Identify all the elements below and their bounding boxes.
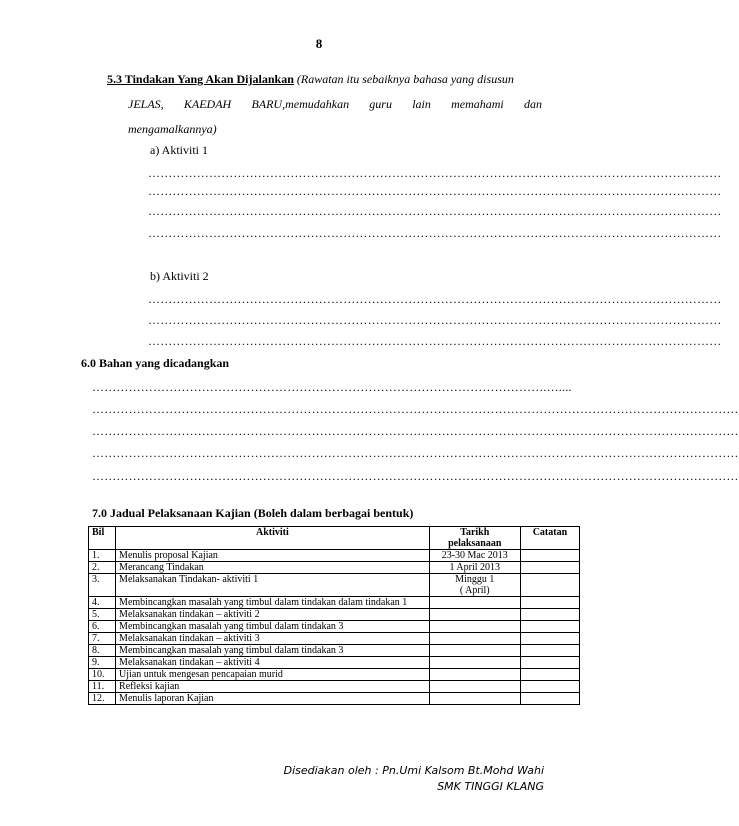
cell-aktiviti: Ujian untuk mengesan pencapaian murid [116,669,430,681]
cell-bil: 9. [89,657,116,669]
cell-catatan [520,609,579,621]
note-word: KAEDAH [183,97,232,111]
section-5-3-note-end: mengamalkannya) [128,122,217,136]
table-row [89,633,580,645]
dotted-line: …………………………………………………………………………………………………………………………………………… [92,469,739,483]
cell-aktiviti: Melaksanakan tindakan – aktiviti 3 [116,633,430,645]
footer-school: SMK TINGGI KLANG [437,780,544,793]
dotted-line: …………………………………………………………………………………………………………………………………………… [92,424,739,438]
note-word: lain [412,97,431,111]
cell-bil: 1. [89,550,116,562]
section-5-3-note: (Rawatan itu sebaiknya bahasa yang disusun [296,72,514,86]
col-header-catatan: Catatan [520,527,579,550]
cell-aktiviti: Merancang Tindakan [116,562,430,574]
cell-tarikh-line2: ( April) [459,585,490,596]
cell-aktiviti: Membincangkan masalah yang timbul dalam tindakan 3 [116,621,430,633]
cell-catatan [520,574,579,597]
cell-catatan [520,633,579,645]
cell-aktiviti: Membincangkan masalah yang timbul dalam tindakan 3 [116,645,430,657]
dotted-line: …………………………………………………………………………………………………………………………… [148,184,722,198]
cell-tarikh [429,621,520,633]
note-word: dan [523,97,542,111]
dotted-line: …………………………………………………………………………………………………………………………… [148,204,722,218]
table-row [89,681,580,693]
activity-b-label: b) Aktiviti 2 [150,269,209,283]
table-row [89,669,580,681]
cell-bil: 4. [89,597,116,609]
cell-tarikh-line1: 23-30 Mac 2013 [441,550,508,561]
cell-bil: 6. [89,621,116,633]
cell-catatan [520,621,579,633]
col-header-bil: Bil [89,527,116,550]
table-row [89,693,580,705]
cell-tarikh [429,633,520,645]
table-row [89,550,580,562]
cell-tarikh-line1: 1 April 2013 [449,562,501,573]
section-5-3-note-line [128,97,542,112]
cell-bil: 8. [89,645,116,657]
cell-tarikh [429,574,520,597]
dotted-line: …………………………………………………………………………………………………………………………………………… [92,446,739,460]
cell-aktiviti: Refleksi kajian [116,681,430,693]
cell-catatan [520,597,579,609]
table-row [89,609,580,621]
cell-aktiviti: Melaksanakan tindakan – aktiviti 4 [116,657,430,669]
dotted-line: …………………………………………………………………………………………………………………………… [148,166,722,180]
dotted-line: …………………………………………………………………………………………………………………………………………… [92,402,739,416]
col-header-aktiviti: Aktiviti [116,527,430,550]
table-header-row [89,527,580,550]
note-word: JELAS, [128,97,164,111]
note-word: guru [369,97,392,111]
cell-aktiviti: Menulis proposal Kajian [116,550,430,562]
section-5-3-heading [107,72,514,87]
cell-aktiviti: Melaksanakan tindakan – aktiviti 2 [116,609,430,621]
cell-tarikh-line1: Minggu 1 [455,574,495,585]
col-header-tarikh-line1: Tarikh [460,527,490,538]
col-header-tarikh-line2: pelaksanaan [448,538,502,549]
cell-catatan [520,645,579,657]
cell-bil: 7. [89,633,116,645]
cell-bil: 5. [89,609,116,621]
activity-a-label: a) Aktiviti 1 [150,143,208,157]
dotted-line: …………………………………………………………………………………………………………………………… [148,334,722,348]
cell-catatan [520,562,579,574]
cell-bil: 10. [89,669,116,681]
dotted-line: …………………………………………………………………………………………………………………………… [148,226,722,240]
table-row [89,562,580,574]
cell-tarikh [429,681,520,693]
cell-aktiviti: Membincangkan masalah yang timbul dalam tindakan dalam tindakan 1 [116,597,430,609]
cell-bil: 11. [89,681,116,693]
cell-aktiviti: Melaksanakan Tindakan- aktiviti 1 [116,574,430,597]
section-6-0-heading: 6.0 Bahan yang dicadangkan [81,356,230,370]
section-7-0-heading: 7.0 Jadual Pelaksanaan Kajian (Boleh dalam berbagai bentuk) [92,506,414,520]
footer-prepared-by: Disediakan oleh : Pn.Umi Kalsom Bt.Mohd Wahi [283,764,544,777]
cell-bil: 3. [89,574,116,597]
note-word: BARU,memudahkan [251,97,350,111]
cell-tarikh [429,562,520,574]
note-word: memahami [451,97,504,111]
table-row [89,597,580,609]
cell-tarikh [429,550,520,562]
dotted-line: ………………………………………………………………………………………………….….... [92,380,572,394]
section-5-3-title: 5.3 Tindakan Yang Akan Dijalankan [107,72,294,86]
dotted-line: …………………………………………………………………………………………………………………………… [148,292,722,306]
col-header-tarikh [429,527,520,550]
cell-tarikh [429,609,520,621]
cell-catatan [520,657,579,669]
schedule-table-body [89,550,580,705]
dotted-line: …………………………………………………………………………………………………………………………… [148,313,722,327]
page-number: 8 [315,36,323,51]
cell-tarikh [429,657,520,669]
cell-bil: 12. [89,693,116,705]
cell-tarikh [429,669,520,681]
table-row [89,621,580,633]
table-row [89,657,580,669]
cell-bil: 2. [89,562,116,574]
cell-tarikh [429,645,520,657]
cell-catatan [520,669,579,681]
cell-tarikh [429,693,520,705]
cell-catatan [520,681,579,693]
cell-tarikh [429,597,520,609]
table-row [89,645,580,657]
cell-aktiviti: Menulis laporan Kajian [116,693,430,705]
cell-catatan [520,550,579,562]
schedule-table [88,526,580,705]
table-row [89,574,580,597]
cell-catatan [520,693,579,705]
